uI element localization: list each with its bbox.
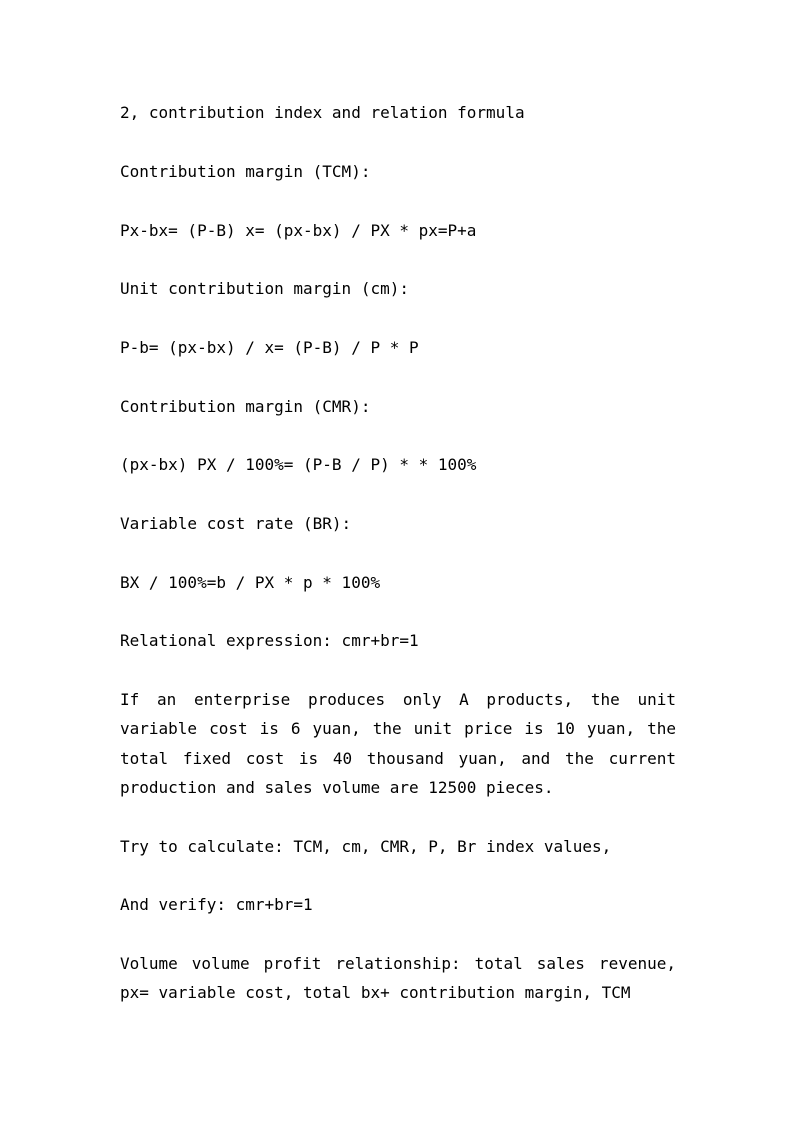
tcm-label: Contribution margin (TCM): [120,162,371,181]
verify-line: And verify: cmr+br=1 [120,895,313,914]
tcm-formula: Px-bx= (P-B) x= (px-bx) / PX * px=P+a [120,221,477,240]
problem-paragraph: If an enterprise produces only A products, the unit variable cost is 6 yuan, the unit price is 10 yuan, the total fixed cost is 40 thousand yuan, and the current production and sales volume are 12500 pieces. [120,690,676,797]
cmr-formula: (px-bx) PX / 100%= (P-B / P) * * 100% [120,455,477,474]
br-formula: BX / 100%=b / PX * p * 100% [120,573,381,592]
relationship-paragraph: Volume volume profit relationship: total sales revenue, px= variable cost, total bx+ contribution margin, TCM [120,954,676,1003]
task-line: Try to calculate: TCM, cm, CMR, P, Br index values, [120,837,612,856]
cm-label: Unit contribution margin (cm): [120,279,409,298]
cm-formula: P-b= (px-bx) / x= (P-B) / P * P [120,338,419,357]
section-heading: 2, contribution index and relation formula [120,103,525,122]
cmr-label: Contribution margin (CMR): [120,397,371,416]
br-label: Variable cost rate (BR): [120,514,352,533]
relational-expression: Relational expression: cmr+br=1 [120,631,419,650]
